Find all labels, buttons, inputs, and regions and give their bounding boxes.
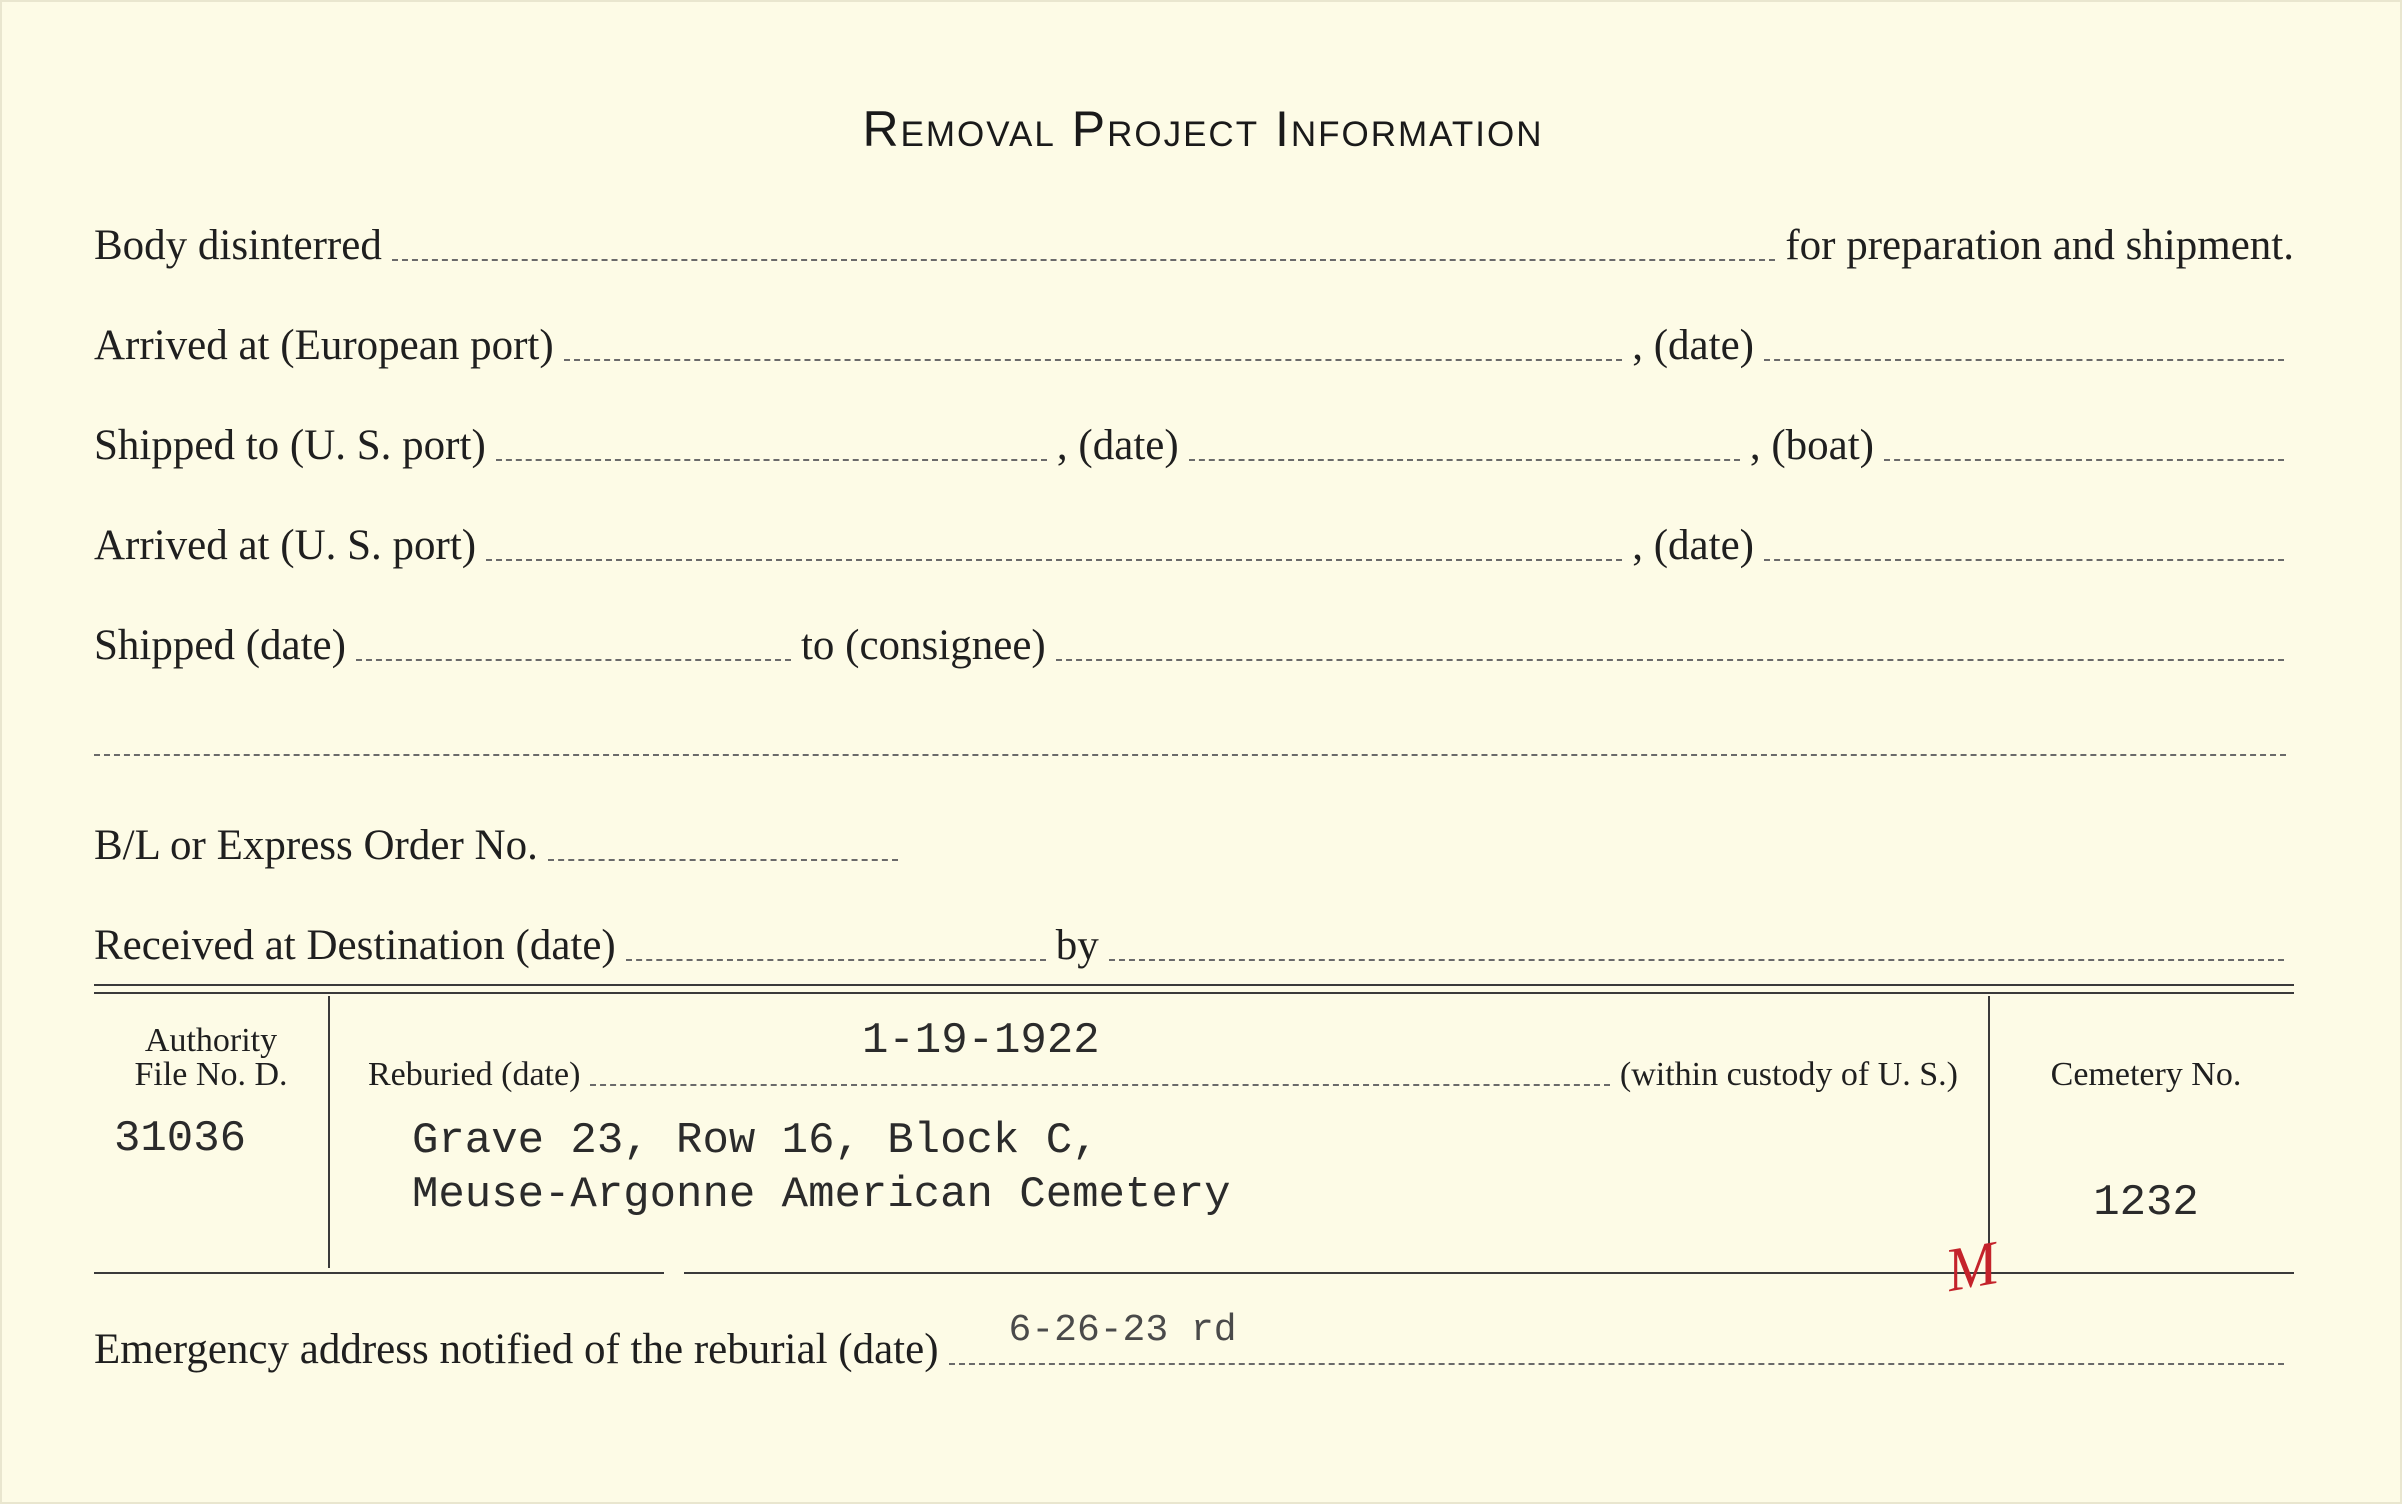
consignee-label: to (consignee) <box>800 622 1046 669</box>
box-top-rule <box>94 984 2294 986</box>
us-port-field[interactable] <box>496 459 1047 461</box>
handwritten-initials: M <box>1940 1229 2004 1305</box>
authority-divider <box>328 996 330 1268</box>
box-bottom-rule-right <box>684 1272 2294 1274</box>
grave-location-line2: Meuse-Argonne American Cemetery <box>412 1170 1231 1220</box>
body-disinterred-field[interactable] <box>392 259 1775 261</box>
preparation-shipment-label: for preparation and shipment. <box>1785 222 2294 269</box>
card-title: Removal Project Information <box>862 101 1544 157</box>
european-port-field[interactable] <box>564 359 1623 361</box>
box-top-rule-2 <box>94 992 2294 994</box>
boat-field[interactable] <box>1884 459 2284 461</box>
shipped-date-label: Shipped (date) <box>94 622 346 669</box>
authority-label <box>100 1024 322 1092</box>
grave-location-line1: Grave 23, Row 16, Block C, <box>412 1116 1099 1166</box>
reburied-date-value: 1-19-1922 <box>862 1016 1100 1066</box>
shipped-date-field[interactable] <box>356 659 791 661</box>
bl-order-field[interactable] <box>548 859 898 861</box>
shipped-us-date-label: , (date) <box>1056 422 1179 469</box>
arrived-us-date-field[interactable] <box>1764 559 2284 561</box>
emergency-date-field[interactable] <box>949 1309 2284 1365</box>
row-arrived-us <box>94 514 2294 570</box>
shipped-us-date-field[interactable] <box>1189 459 1740 461</box>
row-received <box>94 914 2294 970</box>
reburied-row <box>368 1056 1958 1094</box>
arrived-european-date-field[interactable] <box>1764 359 2284 361</box>
box-bottom-rule-left <box>94 1272 664 1274</box>
arrived-us-port-field[interactable] <box>486 559 1622 561</box>
row-bl-order <box>94 814 2294 870</box>
emergency-label: Emergency address notified of the reburial (date) <box>94 1326 939 1373</box>
authority-label-line1: Authority <box>144 1022 278 1059</box>
received-by-label: by <box>1055 922 1099 969</box>
row-body-disinterred <box>94 214 2294 270</box>
reburied-label: Reburied (date) <box>368 1056 581 1093</box>
reburied-date-field[interactable] <box>590 1084 1610 1086</box>
authority-file-number: 31036 <box>114 1114 247 1164</box>
row-shipped-us <box>94 414 2294 470</box>
cemetery-number: 1232 <box>2093 1178 2199 1228</box>
cemetery-label: Cemetery No. <box>2050 1056 2242 1093</box>
arrived-european-label: Arrived at (European port) <box>94 322 554 369</box>
arrived-us-label: Arrived at (U. S. port) <box>94 522 477 569</box>
authority-label-line2: File No. D. <box>134 1056 288 1093</box>
emergency-date-value: 6-26-23 rd <box>1008 1309 1237 1352</box>
body-disinterred-label: Body disinterred <box>94 222 382 269</box>
boat-label: , (boat) <box>1749 422 1874 469</box>
consignee-continuation-field[interactable] <box>94 754 2286 756</box>
arrived-european-date-label: , (date) <box>1632 322 1754 369</box>
arrived-us-date-label: , (date) <box>1632 522 1754 569</box>
row-arrived-european <box>94 314 2294 370</box>
custody-label: (within custody of U. S.) <box>1619 1056 1958 1093</box>
row-emergency <box>94 1309 2294 1374</box>
row-shipped-date <box>94 614 2294 670</box>
received-label: Received at Destination (date) <box>94 922 616 969</box>
shipped-us-label: Shipped to (U. S. port) <box>94 422 486 469</box>
consignee-field[interactable] <box>1056 659 2284 661</box>
received-date-field[interactable] <box>626 959 1046 961</box>
received-by-field[interactable] <box>1109 959 2284 961</box>
bl-order-label: B/L or Express Order No. <box>94 822 538 869</box>
